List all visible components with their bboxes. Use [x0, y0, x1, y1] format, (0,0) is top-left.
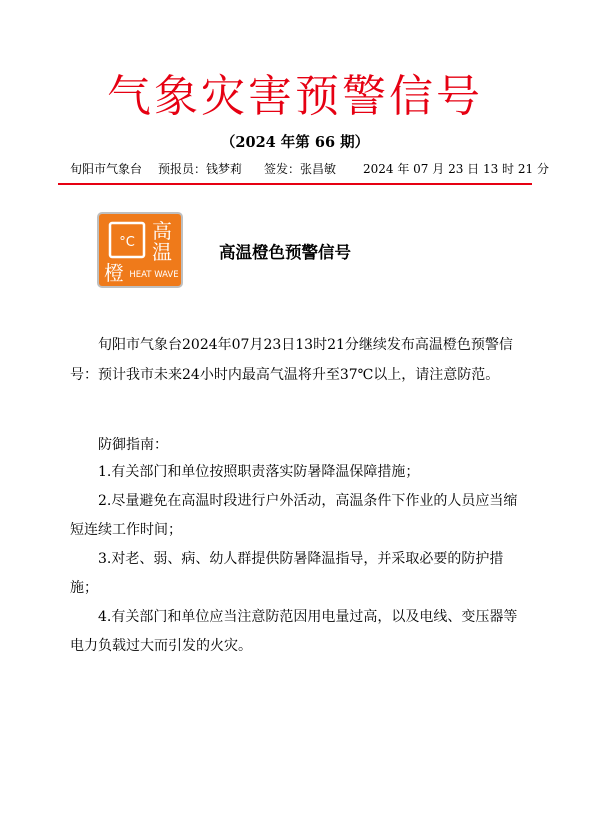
document-title: 气象灾害预警信号: [107, 71, 483, 122]
high-temperature-orange-warning-icon: [99, 214, 181, 286]
icon-char-orange: 橙: [104, 261, 124, 285]
guide-item: 2.尽量避免在高温时段进行户外活动，高温条件下作业的人员应当缩短连续工作时间；: [70, 493, 518, 538]
icon-char-high: 高: [152, 219, 172, 243]
guide-item: 1.有关部门和单位按照职责落实防暑降温保障措施；: [98, 464, 420, 480]
warning-icon-graphic: [99, 214, 181, 286]
warning-paragraph: 旬阳市气象台2024年07月23日13时21分继续发布高温橙色预警信号：预计我市未来24小时内最高气温将升至37℃以上，请注意防范。: [70, 337, 513, 383]
guide-list: [70, 458, 522, 661]
icon-char-temp: 温: [152, 240, 172, 264]
celsius-label: °C: [119, 235, 135, 250]
signal-name: 高温橙色预警信号: [219, 243, 351, 262]
guide-item: 3.对老、弱、病、幼人群提供防暑降温指导，并采取必要的防护措施；: [70, 551, 504, 596]
issue-number: （2024 年第 66 期）: [220, 134, 370, 151]
station-name: 旬阳市气象台: [70, 162, 143, 176]
header-divider: [58, 183, 532, 185]
guide-item: 4.有关部门和单位应当注意防范因用电量过高，以及电线、变压器等电力负载过大而引发的火灾。: [70, 609, 518, 654]
issuer: 签发：张昌敏: [264, 162, 337, 176]
heat-wave-label: HEAT WAVE: [129, 270, 179, 280]
forecaster: 预报员：钱梦莉: [158, 162, 243, 176]
issue-datetime: 2024 年 07 月 23 日 13 时 21 分: [363, 162, 549, 176]
issue-meta-line: [70, 160, 549, 177]
guide-title: 防御指南：: [98, 437, 168, 453]
